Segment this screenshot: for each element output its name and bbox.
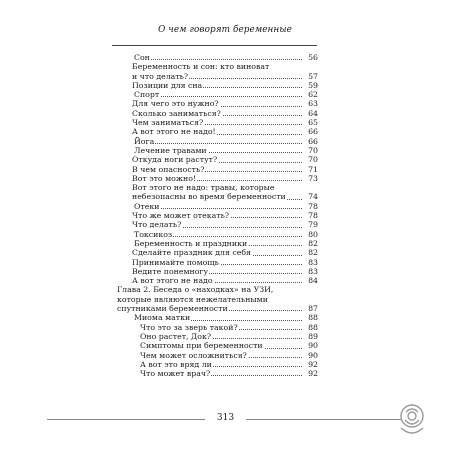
toc-entry-label: А вот этого не надо! (132, 127, 216, 137)
toc-entry-label: Отеки (134, 201, 160, 211)
toc-entry (117, 211, 318, 220)
toc-page-number: 92 (308, 359, 318, 369)
toc-page-number: 84 (308, 276, 318, 286)
toc-entry-label: Сон (134, 53, 150, 62)
toc-page-number: 70 (308, 145, 318, 155)
toc-entry (117, 332, 318, 341)
toc-page-number: 83 (308, 266, 318, 276)
toc-entry (117, 230, 318, 239)
toc-entry (117, 267, 318, 276)
toc-page-number: 59 (308, 80, 318, 90)
toc-entry (117, 109, 318, 118)
toc-page-number: 74 (308, 192, 318, 202)
toc-entry (117, 99, 318, 108)
toc-entry-label: Оно растет, Док? (140, 331, 212, 341)
toc-page-number: 71 (308, 164, 318, 174)
toc-entry-label: Чем заниматься? (132, 118, 204, 128)
toc-page-number: 78 (308, 201, 318, 211)
toc-entry (117, 146, 318, 155)
toc-page-number: 82 (308, 248, 318, 258)
footer-divider-left (47, 419, 205, 420)
table-of-contents (117, 53, 318, 378)
toc-entry-label: Вот это можно! (132, 173, 197, 183)
toc-entry-line (117, 62, 318, 71)
toc-entry-label: Симптомы при беременности (140, 341, 263, 351)
toc-entry (117, 53, 318, 62)
toc-entry-label: Что же может отекать? (132, 211, 229, 221)
toc-entry-label: которые являются нежелательными (117, 294, 268, 304)
toc-entry-label: Токсикоз (134, 229, 173, 239)
page-number: 313 (216, 413, 235, 423)
toc-entry (117, 313, 318, 322)
footer-divider-right (246, 419, 402, 420)
dot-leader (134, 59, 302, 60)
toc-entry-label: Беременность и сон: кто виноват (132, 62, 270, 72)
toc-page-number: 80 (308, 229, 318, 239)
toc-page-number: 66 (308, 136, 318, 146)
toc-entry (117, 155, 318, 164)
toc-page-number: 87 (308, 304, 318, 314)
toc-entry-label: Что делать? (132, 220, 182, 230)
toc-page-number: 57 (308, 71, 318, 81)
toc-page-number: 88 (308, 313, 318, 323)
toc-entry (117, 220, 318, 229)
toc-entry-label: Откуда ноги растут? (132, 155, 218, 165)
toc-page-number: 66 (308, 127, 318, 137)
toc-entry (117, 81, 318, 90)
toc-entry (117, 165, 318, 174)
toc-entry-label: Беременность и праздники (134, 238, 248, 248)
toc-entry-label: и что делать? (132, 71, 189, 81)
publisher-logo-icon (392, 398, 432, 440)
toc-entry-label: Чем может осложниться? (140, 350, 247, 360)
toc-entry (117, 351, 318, 360)
toc-entry-label: Глава 2. Беседа о «находках» на УЗИ, (117, 285, 274, 295)
toc-entry-label: Для чего это нужно? (132, 99, 219, 109)
toc-entry (117, 258, 318, 267)
toc-entry-label: Ведите понемногу (132, 266, 209, 276)
toc-entry-label: В чем опасность? (132, 164, 205, 174)
toc-entry (117, 137, 318, 146)
toc-page-number: 82 (308, 238, 318, 248)
toc-page-number: 78 (308, 211, 318, 221)
toc-entry-label: Йога (134, 136, 155, 146)
toc-entry (117, 248, 318, 257)
toc-chapter (117, 304, 318, 313)
toc-entry (117, 276, 318, 285)
toc-entry-label: Лечение травами (134, 145, 207, 155)
toc-page-number: 62 (308, 90, 318, 100)
toc-entry-label: Принимайте помощь (132, 257, 219, 267)
toc-entry (117, 72, 318, 81)
toc-entry-label: Миома матки (134, 313, 191, 323)
toc-page-number: 90 (308, 341, 318, 351)
toc-entry-label: Вот этого не надо: травы, которые (132, 183, 275, 193)
toc-entry (117, 174, 318, 183)
toc-entry (117, 239, 318, 248)
toc-entry-label: небезопасны во время беременности (132, 192, 286, 202)
toc-page-number: 70 (308, 155, 318, 165)
toc-page-number: 92 (308, 369, 318, 379)
toc-entry (117, 118, 318, 127)
dot-leader (134, 143, 302, 144)
toc-entry (117, 341, 318, 350)
header-divider (112, 45, 317, 46)
running-header: О чем говорят беременные (158, 25, 292, 35)
toc-entry-label: Что это за зверь такой? (140, 322, 238, 332)
toc-entry-label: спутниками беременности (117, 304, 228, 314)
toc-entry-label: А вот это вряд ли (140, 359, 212, 369)
toc-page-number: 79 (308, 220, 318, 230)
toc-entry (117, 202, 318, 211)
toc-entry (117, 369, 318, 378)
toc-entry-label: А вот этого не надо (132, 276, 213, 286)
toc-page-number: 56 (308, 53, 318, 62)
toc-entry-label: Сколько заниматься? (132, 108, 221, 118)
toc-entry-label: Позиции для сна (132, 80, 203, 90)
toc-entry-line (117, 295, 318, 304)
toc-page-number: 73 (308, 173, 318, 183)
toc-entry (117, 127, 318, 136)
toc-page-number: 65 (308, 118, 318, 128)
toc-page-number: 88 (308, 322, 318, 332)
toc-page-number: 83 (308, 257, 318, 267)
toc-page-number: 64 (308, 108, 318, 118)
toc-entry-label: Спорт (134, 90, 160, 100)
toc-entry (117, 323, 318, 332)
toc-page-number: 63 (308, 99, 318, 109)
toc-entry-label: Сделайте праздник для себя (132, 248, 251, 258)
toc-entry-label: Что может врач? (140, 369, 211, 379)
toc-page-number: 89 (308, 331, 318, 341)
toc-entry (117, 192, 318, 201)
toc-entry-line (117, 285, 318, 294)
toc-page-number: 90 (308, 350, 318, 360)
toc-entry (117, 360, 318, 369)
